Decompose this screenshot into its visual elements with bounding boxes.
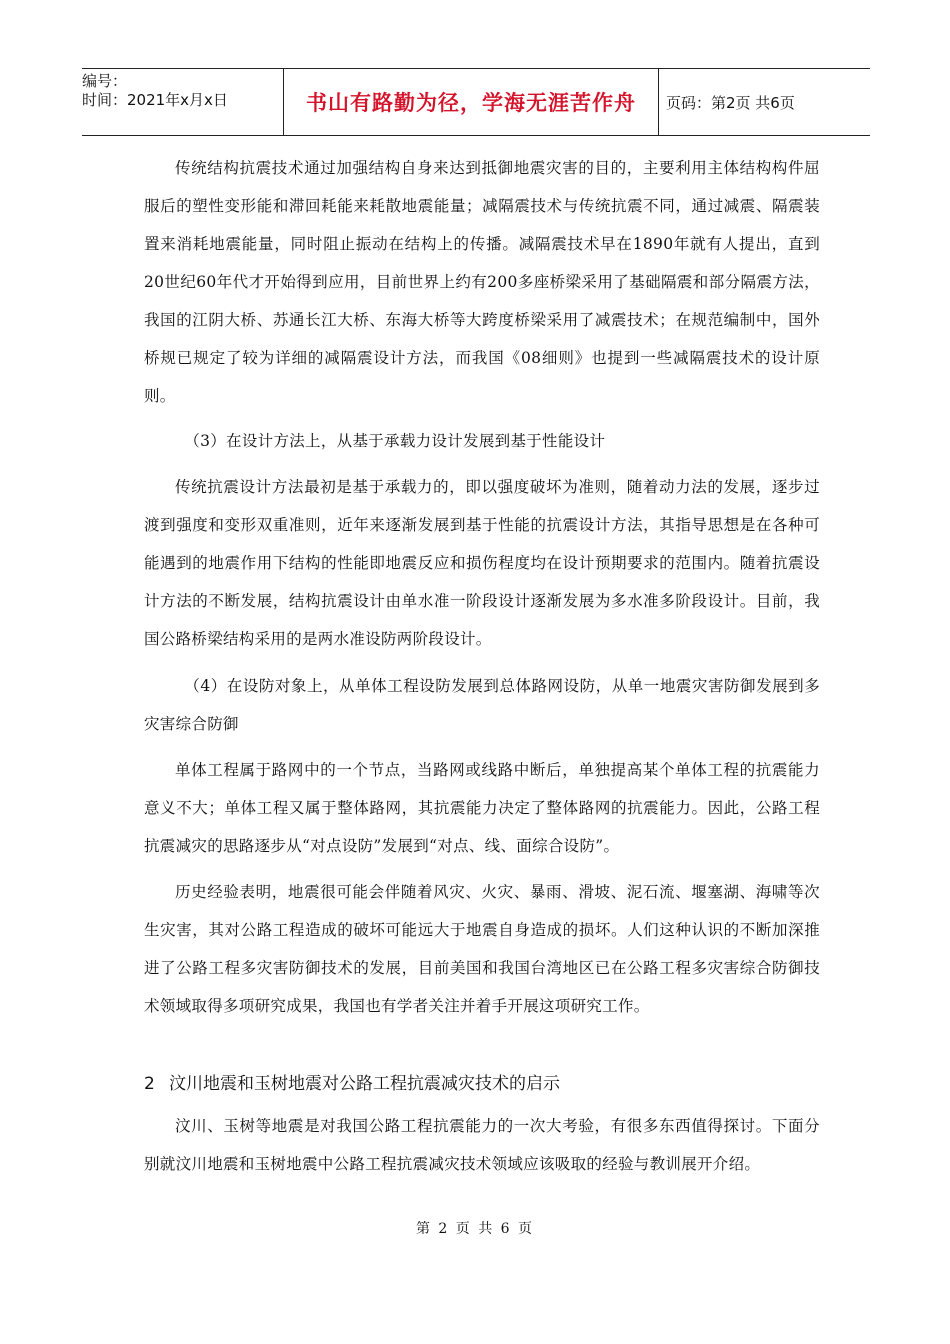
- section-number: 2: [144, 1074, 155, 1094]
- paragraph-3: 传统抗震设计方法最初是基于承载力的，即以强度破坏为准则，随着动力法的发展，逐步过渡到强度和变形双重准则，近年来逐渐发展到基于性能的抗震设计方法，其指导思想是在各种可能遇到的地震作用下结构的性能即地震反应和损伤程度均在设计预期要求的范围内。随着抗震设计方法的不断发展，结构抗震设计由单水准一阶段设计逐渐发展为多水准多阶段设计。目前，我国公路桥梁结构采用的是两水准设防两阶段设计。: [144, 478, 820, 648]
- paragraph-1: 传统结构抗震技术通过加强结构自身来达到抵御地震灾害的目的，主要利用主体结构构件屈服后的塑性变形能和滞回耗能来耗散地震能量；减隔震技术与传统抗震不同，通过减震、隔震装置来消耗地震能量，同时阻止振动在结构上的传播。减隔震技术早在1890年就有人提出，直到20世纪60年代才开始得到应用，目前世界上约有200多座桥梁采用了基础隔震和部分隔震方法，我国的江阴大桥、苏通长江大桥、东海大桥等大跨度桥梁采用了减震技术；在规范编制中，国外桥规已规定了较为详细的减隔震设计方法，而我国《08细则》也提到一些减隔震技术的设计原则。: [144, 159, 820, 405]
- serial-label: 编号：: [82, 72, 128, 90]
- motto-text: 书山有路勤为径，学海无涯苦作舟: [306, 91, 636, 115]
- section-heading: [144, 1069, 820, 1099]
- page-footer: 第 2 页 共 6 页: [415, 1221, 535, 1237]
- header-motto-cell: [284, 69, 659, 135]
- page-header: [82, 68, 870, 136]
- paragraph-6: 历史经验表明，地震很可能会伴随着风灾、火灾、暴雨、滑坡、泥石流、堰塞湖、海啸等次生灾害，其对公路工程造成的破坏可能远大于地震自身造成的损坏。人们这种认识的不断加深推进了公路工程多灾害防御技术的发展，目前美国和我国台湾地区已在公路工程多灾害综合防御技术领域取得多项研究成果，我国也有学者关注并着手开展这项研究工作。: [144, 883, 820, 1015]
- section-title: 汶川地震和玉树地震对公路工程抗震减灾技术的启示: [169, 1074, 560, 1094]
- header-meta: [82, 69, 284, 135]
- paragraph-4: （4）在设防对象上，从单体工程设防发展到总体路网设防，从单一地震灾害防御发展到多灾害综合防御: [144, 677, 820, 733]
- paragraph-7: 汶川、玉树等地震是对我国公路工程抗震能力的一次大考验，有很多东西值得探讨。下面分别就汶川地震和玉树地震中公路工程抗震减灾技术领域应该吸取的经验与教训展开介绍。: [144, 1117, 820, 1173]
- page-info: 页码：第2页 共6页: [666, 93, 795, 112]
- date-label: 时间：2021年x月x日: [82, 91, 228, 109]
- header-page-info-cell: [659, 69, 870, 135]
- paragraph-5: 单体工程属于路网中的一个节点，当路网或线路中断后，单独提高某个单体工程的抗震能力意义不大；单体工程又属于整体路网，其抗震能力决定了整体路网的抗震能力。因此，公路工程抗震减灾的思路逐步从“对点设防”发展到“对点、线、面综合设防”。: [144, 761, 820, 855]
- paragraph-2: （3）在设计方法上，从基于承载力设计发展到基于性能设计: [184, 432, 606, 450]
